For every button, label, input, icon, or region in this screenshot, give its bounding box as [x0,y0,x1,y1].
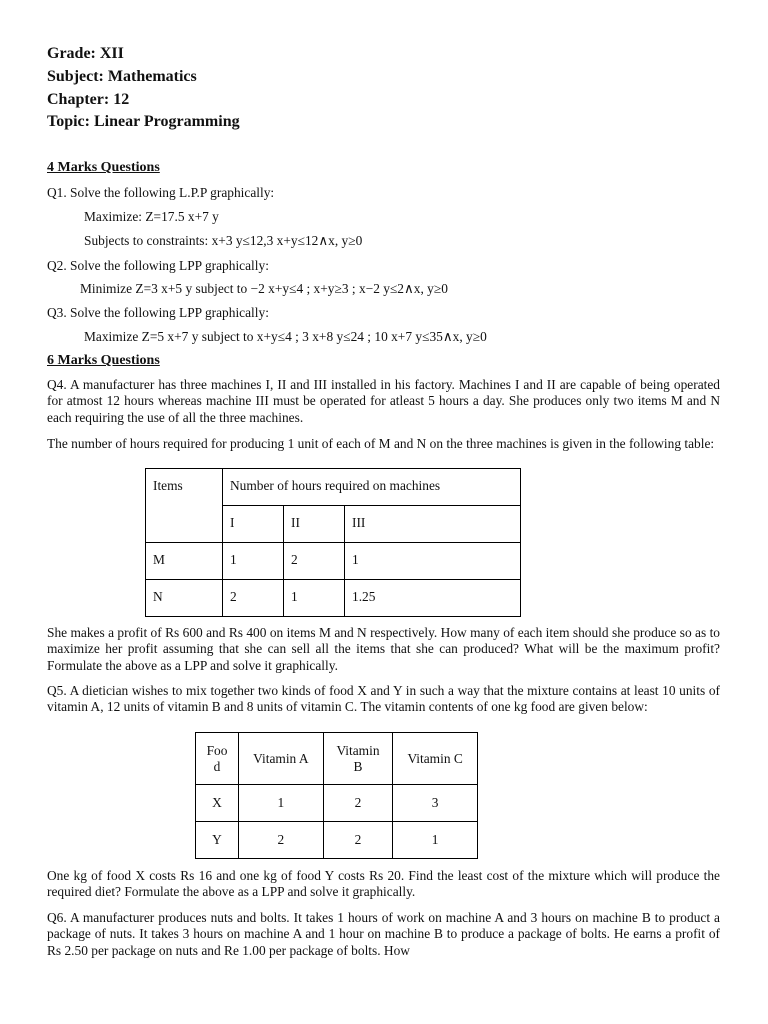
table-cell: 1 [345,543,521,580]
table-header-machine-3: III [345,506,521,543]
table-cell: N [146,580,223,617]
q5-paragraph-2: One kg of food X costs Rs 16 and one kg of food Y costs Rs 20. Find the least cost of the mixture which will produce the required diet? Formulate the above as a LPP and solve it graphically. [47,868,720,900]
table-row [146,543,521,580]
q1-objective: Maximize: Z=17.5 x+7 y [84,209,219,224]
q4-paragraph-1: Q4. A manufacturer has three machines I, II and III installed in his factory. Machines I and II are capable of being operated for atmost 12 hours whereas machine III must be operated for atleast 5 hours a day. She produces only two items M and N each requiring the use of all the three machines. [47,377,720,425]
topic-heading: Topic: Linear Programming [47,113,240,130]
table-row [146,580,521,617]
table-header-food-line2: d [213,758,221,774]
table-cell: 1 [239,785,324,822]
q3-title: Q3. Solve the following LPP graphically: [47,305,269,320]
table-cell: 2 [239,822,324,859]
table-header-food [196,733,239,785]
table-cell: 1.25 [345,580,521,617]
grade-heading: Grade: XII [47,45,124,62]
q1-constraints: Subjects to constraints: x+3 y≤12,3 x+y≤12∧x, y≥0 [84,233,363,248]
chapter-heading: Chapter: 12 [47,91,130,108]
q4-paragraph-2: The number of hours required for producing 1 unit of each of M and N on the three machines is given in the following table: [47,436,715,451]
table-cell: 1 [284,580,345,617]
table-header-vitamin-c: Vitamin C [393,733,478,785]
table-row [196,785,478,822]
table-header-machine-1: I [223,506,284,543]
section-6-marks-title: 6 Marks Questions [47,353,160,368]
q3-problem: Maximize Z=5 x+7 y subject to x+y≤4 ; 3 x+8 y≤24 ; 10 x+7 y≤35∧x, y≥0 [84,329,487,344]
table-cell: 2 [223,580,284,617]
table-cell: 1 [223,543,284,580]
table-cell: 2 [323,822,393,859]
subject-heading: Subject: Mathematics [47,68,197,85]
vitamin-contents-table [195,732,478,859]
table-cell: 2 [284,543,345,580]
table-cell: 2 [323,785,393,822]
q6-paragraph-1: Q6. A manufacturer produces nuts and bolts. It takes 1 hours of work on machine A and 3 hours on machine B to product a package of nuts. It takes 3 hours on machine A and 1 hour on machine B to produce a package of bolts. He earns a profit of Rs 2.50 per package on nuts and Re 1.00 per package of bolts. How [47,910,720,958]
table-header-vitamin-b-line2: B [353,758,363,774]
q2-title: Q2. Solve the following LPP graphically: [47,258,269,273]
table-cell: M [146,543,223,580]
q1-title: Q1. Solve the following L.P.P graphically: [47,185,275,200]
table-row [196,822,478,859]
section-4-marks-title: 4 Marks Questions [47,160,160,175]
table-header-vitamin-a: Vitamin A [239,733,324,785]
table-header-food-line1: Foo [206,742,228,758]
table-cell: 3 [393,785,478,822]
table-cell: X [196,785,239,822]
table-header-items: Items [146,469,223,543]
table-header-machine-2: II [284,506,345,543]
q2-problem: Minimize Z=3 x+5 y subject to −2 x+y≤4 ; x+y≥3 ; x−2 y≤2∧x, y≥0 [80,281,448,296]
table-cell: 1 [393,822,478,859]
table-header-machines: Number of hours required on machines [223,469,521,506]
q5-paragraph-1: Q5. A dietician wishes to mix together two kinds of food X and Y in such a way that the mixture contains at least 10 units of vitamin A, 12 units of vitamin B and 8 units of vitamin C. The vitamin contents of one kg food are given below: [47,683,720,715]
q4-paragraph-3: She makes a profit of Rs 600 and Rs 400 on items M and N respectively. How many of each item should she produce so as to maximize her profit assuming that she can sell all the items that she can produced? What will be the maximum profit? Formulate the above as a LPP and solve it graphically. [47,625,720,673]
table-cell: Y [196,822,239,859]
table-header-vitamin-b [323,733,393,785]
table-header-vitamin-b-line1: Vitamin [336,742,380,758]
machines-hours-table [145,468,521,617]
